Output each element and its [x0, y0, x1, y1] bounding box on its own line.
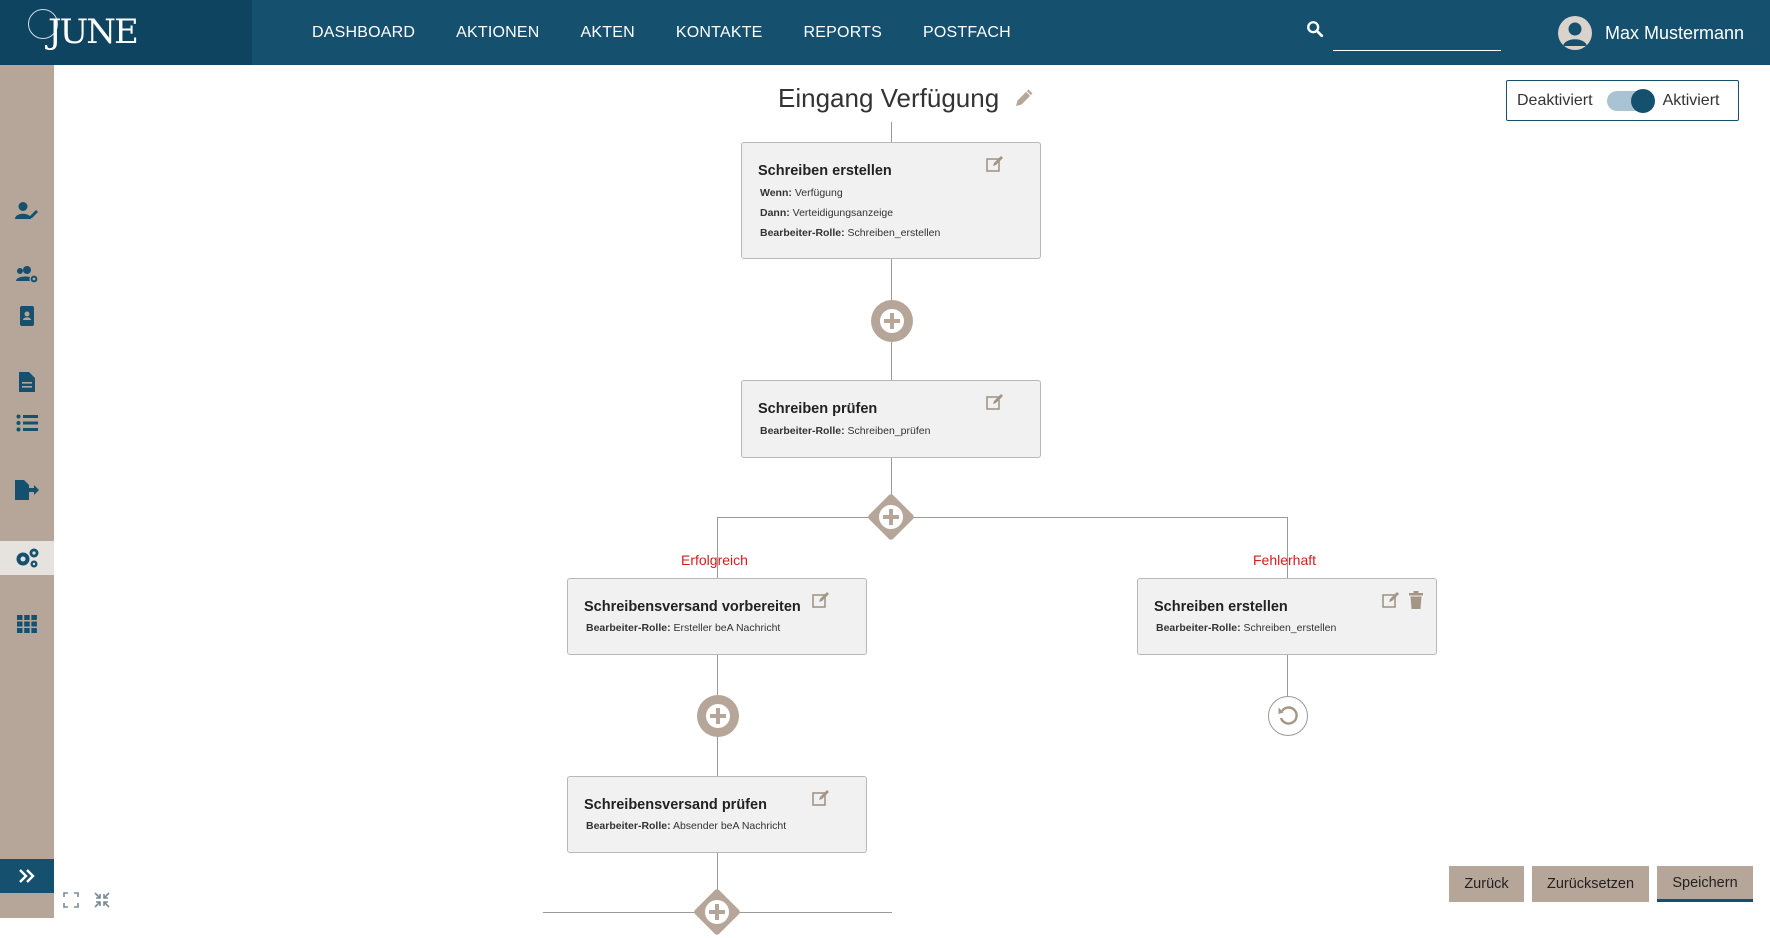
workflow-card-schreiben-pruefen[interactable]	[741, 380, 1041, 458]
card-then-row: Dann: Verteidigungsanzeige	[760, 207, 894, 219]
nav-aktionen[interactable]: AKTIONEN	[456, 23, 540, 41]
branch-line	[717, 517, 1287, 518]
connector-line	[891, 122, 892, 142]
edit-icon[interactable]	[812, 591, 830, 609]
fullscreen-icon[interactable]	[62, 891, 80, 909]
sidebar-expand-button[interactable]	[0, 859, 54, 893]
file-export-icon[interactable]	[0, 473, 54, 507]
toggle-off-label: Deaktiviert	[1517, 91, 1593, 109]
edit-icon[interactable]	[1382, 591, 1400, 609]
nav-postfach[interactable]: POSTFACH	[923, 23, 1011, 41]
add-branch-button[interactable]	[693, 888, 741, 936]
workflow-card-schreiben-erstellen-2[interactable]	[1137, 578, 1437, 655]
card-role-row: Bearbeiter-Rolle: Schreiben_erstellen	[1156, 622, 1337, 634]
trash-icon[interactable]	[1408, 591, 1424, 609]
workflow-card-versand-pruefen[interactable]	[567, 776, 867, 853]
edit-icon[interactable]	[986, 393, 1004, 411]
card-role-row: Bearbeiter-Rolle: Absender beA Nachricht	[586, 820, 787, 832]
card-role-row: Bearbeiter-Rolle: Schreiben_erstellen	[760, 227, 941, 239]
add-branch-button[interactable]	[867, 493, 915, 541]
toggle-knob	[1631, 89, 1655, 113]
logo-area[interactable]	[0, 0, 252, 65]
address-book-icon[interactable]	[0, 299, 54, 333]
activation-toggle-box	[1506, 80, 1739, 121]
add-step-button[interactable]	[697, 695, 739, 737]
workflow-card-schreiben-erstellen[interactable]	[741, 142, 1041, 259]
pencil-icon[interactable]	[1013, 87, 1035, 109]
collapse-icon[interactable]	[93, 891, 111, 909]
branch-label-success: Erfolgreich	[681, 552, 748, 568]
card-title: Schreibensversand vorbereiten	[584, 599, 801, 615]
user-edit-icon[interactable]	[0, 194, 54, 228]
card-when-row: Wenn: Verfügung	[760, 187, 843, 199]
branch-label-fail: Fehlerhaft	[1253, 552, 1317, 568]
logo: JUNE	[48, 12, 137, 52]
activation-toggle[interactable]	[1607, 91, 1653, 111]
undo-icon[interactable]	[1268, 696, 1308, 736]
main-nav	[312, 0, 1052, 65]
users-cog-icon[interactable]	[0, 258, 54, 292]
sidebar	[0, 65, 54, 918]
search-underline	[1333, 50, 1501, 51]
cogs-icon[interactable]	[0, 541, 54, 575]
connector-line	[1287, 654, 1288, 700]
card-title: Schreiben erstellen	[758, 163, 892, 179]
card-title: Schreiben erstellen	[1154, 599, 1288, 615]
edit-icon[interactable]	[986, 155, 1004, 173]
page-title-wrap	[778, 80, 1035, 116]
list-icon[interactable]	[0, 406, 54, 440]
reset-button[interactable]: Zurücksetzen	[1532, 866, 1649, 902]
card-title: Schreiben prüfen	[758, 401, 878, 417]
connector-line	[1287, 517, 1288, 578]
add-step-button[interactable]	[871, 300, 913, 342]
search-input[interactable]	[1333, 22, 1501, 50]
nav-dashboard[interactable]: DASHBOARD	[312, 23, 416, 41]
workflow-card-versand-vorbereiten[interactable]	[567, 578, 867, 655]
search-icon[interactable]	[1306, 20, 1324, 38]
edit-icon[interactable]	[812, 789, 830, 807]
page-title: Eingang Verfügung	[778, 82, 1000, 113]
connector-line	[717, 517, 718, 578]
toggle-on-label: Aktiviert	[1662, 91, 1720, 109]
nav-kontakte[interactable]: KONTAKTE	[675, 23, 763, 41]
grid-icon[interactable]	[0, 607, 54, 641]
card-role-row: Bearbeiter-Rolle: Schreiben_prüfen	[760, 425, 931, 437]
save-button[interactable]: Speichern	[1657, 866, 1753, 902]
user-name[interactable]: Max Mustermann	[1605, 23, 1745, 43]
card-role-row: Bearbeiter-Rolle: Ersteller beA Nachricht	[586, 622, 781, 634]
nav-reports[interactable]: REPORTS	[803, 23, 883, 41]
card-title: Schreibensversand prüfen	[584, 797, 767, 813]
file-icon[interactable]	[0, 365, 54, 399]
top-header	[0, 0, 1770, 65]
user-avatar-icon[interactable]	[1558, 16, 1592, 50]
back-button[interactable]: Zurück	[1449, 866, 1524, 902]
nav-akten[interactable]: AKTEN	[580, 23, 635, 41]
